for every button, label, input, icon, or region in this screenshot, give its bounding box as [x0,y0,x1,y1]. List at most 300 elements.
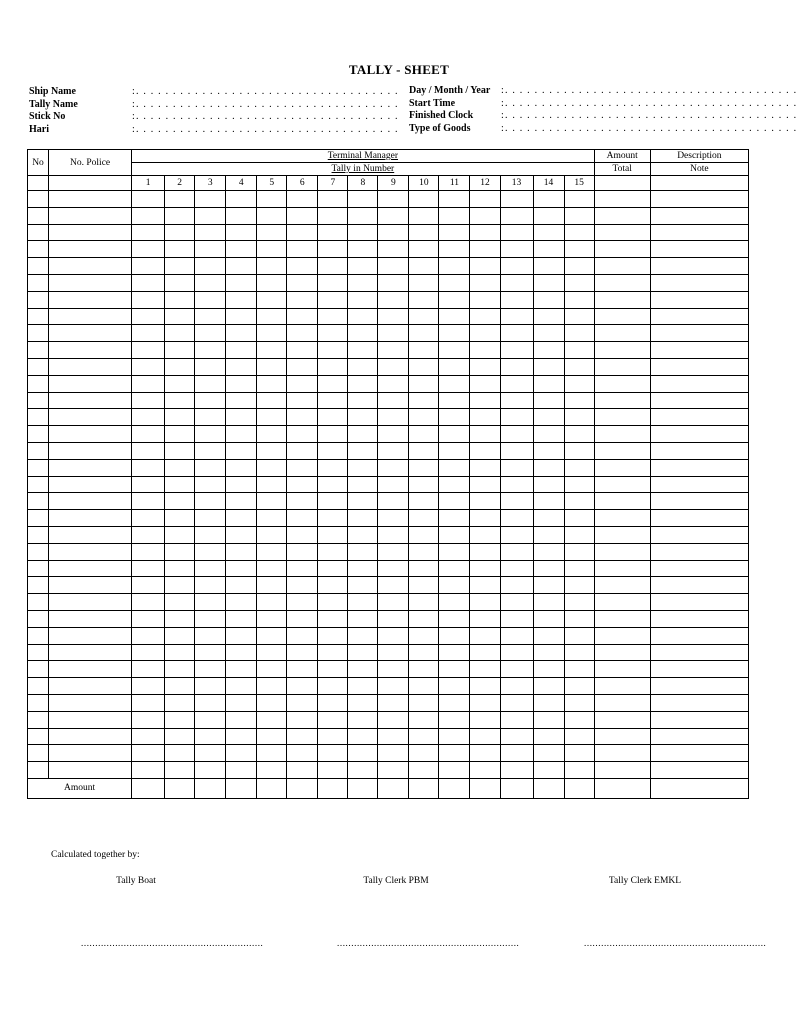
table-cell[interactable] [470,644,500,661]
table-cell[interactable] [470,426,500,443]
table-cell[interactable] [500,358,533,375]
table-cell[interactable] [257,392,287,409]
table-cell[interactable] [439,762,470,779]
table-cell[interactable] [564,694,594,711]
table-cell[interactable] [500,510,533,527]
table-cell[interactable] [533,291,564,308]
table-cell[interactable] [650,594,748,611]
table-cell[interactable] [470,560,500,577]
table-cell[interactable] [409,594,439,611]
table-cell[interactable] [318,459,348,476]
table-cell[interactable] [348,627,378,644]
table-cell[interactable] [195,241,226,258]
table-cell[interactable] [318,207,348,224]
table-cell[interactable] [409,258,439,275]
table-cell[interactable] [348,745,378,762]
table-cell[interactable] [195,342,226,359]
table-cell[interactable] [318,711,348,728]
table-cell[interactable] [287,694,318,711]
table-cell[interactable] [594,728,650,745]
table-cell[interactable] [318,426,348,443]
table-cell[interactable] [195,577,226,594]
table-cell[interactable] [500,325,533,342]
table-cell[interactable] [165,610,195,627]
table-cell[interactable] [348,644,378,661]
table-cell[interactable] [28,510,49,527]
table-cell[interactable] [470,543,500,560]
table-cell[interactable] [28,375,49,392]
amount-cell[interactable] [470,778,500,798]
table-cell[interactable] [439,358,470,375]
table-cell[interactable] [287,678,318,695]
table-cell[interactable] [28,459,49,476]
table-cell[interactable] [28,442,49,459]
table-cell[interactable] [348,358,378,375]
table-cell[interactable] [318,678,348,695]
table-cell[interactable] [257,241,287,258]
table-cell[interactable] [132,442,165,459]
table-cell[interactable] [287,274,318,291]
table-cell[interactable] [287,224,318,241]
table-cell[interactable] [287,291,318,308]
table-cell[interactable] [49,224,132,241]
table-cell[interactable] [650,241,748,258]
table-cell[interactable] [226,745,257,762]
table-cell[interactable] [226,644,257,661]
table-cell[interactable] [439,207,470,224]
table-cell[interactable] [195,224,226,241]
table-cell[interactable] [564,510,594,527]
table-cell[interactable] [470,510,500,527]
table-cell[interactable] [257,728,287,745]
table-cell[interactable] [650,459,748,476]
table-cell[interactable] [28,207,49,224]
table-cell[interactable] [409,358,439,375]
table-cell[interactable] [409,728,439,745]
table-cell[interactable] [132,678,165,695]
table-cell[interactable] [650,325,748,342]
table-cell[interactable] [132,358,165,375]
table-cell[interactable] [257,711,287,728]
table-cell[interactable] [378,745,409,762]
table-cell[interactable] [348,728,378,745]
table-cell[interactable] [287,258,318,275]
table-cell[interactable] [287,342,318,359]
table-cell[interactable] [439,610,470,627]
table-cell[interactable] [500,493,533,510]
table-cell[interactable] [226,627,257,644]
table-cell[interactable] [470,375,500,392]
table-cell[interactable] [165,543,195,560]
signature-line-tally-clerk-emkl[interactable]: ................................................................ [584,938,767,948]
table-cell[interactable] [594,274,650,291]
table-cell[interactable] [378,711,409,728]
table-cell[interactable] [257,291,287,308]
table-cell[interactable] [165,241,195,258]
table-cell[interactable] [500,241,533,258]
table-cell[interactable] [594,325,650,342]
table-cell[interactable] [439,661,470,678]
table-cell[interactable] [287,627,318,644]
table-cell[interactable] [226,543,257,560]
table-cell[interactable] [132,191,165,208]
table-cell[interactable] [226,274,257,291]
table-cell[interactable] [257,191,287,208]
table-cell[interactable] [195,526,226,543]
table-cell[interactable] [409,543,439,560]
table-cell[interactable] [226,661,257,678]
table-cell[interactable] [195,745,226,762]
table-cell[interactable] [564,224,594,241]
table-cell[interactable] [470,308,500,325]
table-cell[interactable] [195,560,226,577]
table-cell[interactable] [287,594,318,611]
table-cell[interactable] [378,207,409,224]
table-cell[interactable] [650,224,748,241]
table-cell[interactable] [500,694,533,711]
table-cell[interactable] [287,560,318,577]
table-cell[interactable] [409,493,439,510]
table-cell[interactable] [378,694,409,711]
table-cell[interactable] [165,426,195,443]
table-cell[interactable] [500,308,533,325]
table-cell[interactable] [257,426,287,443]
table-cell[interactable] [318,308,348,325]
table-cell[interactable] [132,661,165,678]
amount-cell[interactable] [378,778,409,798]
table-cell[interactable] [533,678,564,695]
table-cell[interactable] [409,342,439,359]
table-cell[interactable] [533,241,564,258]
table-cell[interactable] [594,711,650,728]
table-cell[interactable] [594,224,650,241]
table-cell[interactable] [132,459,165,476]
table-cell[interactable] [132,325,165,342]
table-cell[interactable] [594,308,650,325]
table-cell[interactable] [226,258,257,275]
table-cell[interactable] [564,274,594,291]
table-cell[interactable] [378,577,409,594]
table-cell[interactable] [257,274,287,291]
table-cell[interactable] [564,745,594,762]
table-cell[interactable] [165,711,195,728]
table-cell[interactable] [195,258,226,275]
table-cell[interactable] [318,610,348,627]
table-cell[interactable] [132,526,165,543]
table-cell[interactable] [594,342,650,359]
table-cell[interactable] [594,476,650,493]
table-cell[interactable] [28,594,49,611]
table-cell[interactable] [318,577,348,594]
table-cell[interactable] [439,442,470,459]
table-cell[interactable] [28,476,49,493]
table-cell[interactable] [132,493,165,510]
table-cell[interactable] [500,476,533,493]
table-cell[interactable] [132,644,165,661]
table-cell[interactable] [564,325,594,342]
amount-cell[interactable] [409,778,439,798]
table-cell[interactable] [287,207,318,224]
table-cell[interactable] [409,745,439,762]
table-cell[interactable] [439,342,470,359]
table-cell[interactable] [439,258,470,275]
table-cell[interactable] [378,291,409,308]
table-cell[interactable] [348,661,378,678]
table-cell[interactable] [49,342,132,359]
table-cell[interactable] [195,325,226,342]
table-cell[interactable] [378,224,409,241]
table-cell[interactable] [28,762,49,779]
table-cell[interactable] [409,325,439,342]
table-cell[interactable] [195,426,226,443]
table-cell[interactable] [533,745,564,762]
table-cell[interactable] [470,661,500,678]
table-cell[interactable] [564,711,594,728]
table-cell[interactable] [348,476,378,493]
table-cell[interactable] [378,610,409,627]
table-cell[interactable] [409,678,439,695]
table-cell[interactable] [564,409,594,426]
table-cell[interactable] [226,308,257,325]
table-cell[interactable] [226,728,257,745]
table-cell[interactable] [533,493,564,510]
table-cell[interactable] [470,493,500,510]
table-cell[interactable] [165,627,195,644]
table-cell[interactable] [348,560,378,577]
table-cell[interactable] [49,627,132,644]
table-cell[interactable] [650,342,748,359]
amount-cell[interactable] [132,778,165,798]
table-cell[interactable] [564,241,594,258]
table-cell[interactable] [195,644,226,661]
table-cell[interactable] [49,644,132,661]
table-cell[interactable] [533,510,564,527]
table-cell[interactable] [439,543,470,560]
table-cell[interactable] [594,442,650,459]
table-cell[interactable] [500,728,533,745]
table-cell[interactable] [165,678,195,695]
table-cell[interactable] [533,694,564,711]
table-cell[interactable] [257,358,287,375]
table-cell[interactable] [226,426,257,443]
table-cell[interactable] [132,224,165,241]
table-cell[interactable] [500,258,533,275]
table-cell[interactable] [132,510,165,527]
table-cell[interactable] [500,274,533,291]
table-cell[interactable] [226,207,257,224]
table-cell[interactable] [318,745,348,762]
table-cell[interactable] [287,745,318,762]
table-cell[interactable] [287,543,318,560]
table-cell[interactable] [28,493,49,510]
table-cell[interactable] [439,476,470,493]
start-time-field[interactable]: :. . . . . . . . . . . . . . . . . . . . . . . . . . . . . . . . . . . . . . . . [501,97,798,109]
table-cell[interactable] [28,224,49,241]
table-cell[interactable] [49,594,132,611]
table-cell[interactable] [409,308,439,325]
table-cell[interactable] [318,342,348,359]
table-cell[interactable] [257,627,287,644]
table-cell[interactable] [439,711,470,728]
table-cell[interactable] [348,224,378,241]
table-cell[interactable] [318,661,348,678]
table-cell[interactable] [594,577,650,594]
table-cell[interactable] [470,442,500,459]
table-cell[interactable] [49,694,132,711]
table-cell[interactable] [318,291,348,308]
table-cell[interactable] [195,375,226,392]
finished-clock-field[interactable]: :. . . . . . . . . . . . . . . . . . . . . . . . . . . . . . . . . . . . . . . . [501,110,798,121]
table-cell[interactable] [195,409,226,426]
table-cell[interactable] [439,493,470,510]
table-cell[interactable] [348,594,378,611]
table-cell[interactable] [49,543,132,560]
table-cell[interactable] [650,661,748,678]
table-cell[interactable] [533,375,564,392]
table-cell[interactable] [287,526,318,543]
table-cell[interactable] [318,409,348,426]
table-cell[interactable] [132,241,165,258]
table-cell[interactable] [287,510,318,527]
table-cell[interactable] [500,661,533,678]
table-cell[interactable] [28,191,49,208]
table-cell[interactable] [533,762,564,779]
table-cell[interactable] [650,358,748,375]
table-cell[interactable] [49,375,132,392]
table-cell[interactable] [348,325,378,342]
table-cell[interactable] [195,594,226,611]
table-cell[interactable] [257,610,287,627]
table-cell[interactable] [28,392,49,409]
table-cell[interactable] [594,409,650,426]
table-cell[interactable] [378,728,409,745]
table-cell[interactable] [165,308,195,325]
table-cell[interactable] [409,526,439,543]
table-cell[interactable] [650,627,748,644]
table-cell[interactable] [378,392,409,409]
table-cell[interactable] [650,375,748,392]
table-cell[interactable] [257,543,287,560]
table-cell[interactable] [439,627,470,644]
table-cell[interactable] [165,392,195,409]
table-cell[interactable] [226,577,257,594]
table-cell[interactable] [594,426,650,443]
table-cell[interactable] [409,442,439,459]
table-cell[interactable] [165,493,195,510]
table-cell[interactable] [533,728,564,745]
table-cell[interactable] [439,594,470,611]
table-cell[interactable] [257,510,287,527]
table-cell[interactable] [226,325,257,342]
table-cell[interactable] [533,661,564,678]
table-cell[interactable] [439,375,470,392]
table-cell[interactable] [594,762,650,779]
table-cell[interactable] [470,610,500,627]
table-cell[interactable] [533,476,564,493]
table-cell[interactable] [165,526,195,543]
table-cell[interactable] [318,442,348,459]
table-cell[interactable] [226,442,257,459]
table-cell[interactable] [287,409,318,426]
table-cell[interactable] [132,543,165,560]
table-cell[interactable] [439,745,470,762]
table-cell[interactable] [378,409,409,426]
amount-cell[interactable] [257,778,287,798]
table-cell[interactable] [287,711,318,728]
table-cell[interactable] [49,560,132,577]
table-cell[interactable] [49,207,132,224]
table-cell[interactable] [533,426,564,443]
table-cell[interactable] [165,745,195,762]
table-cell[interactable] [132,762,165,779]
table-cell[interactable] [378,476,409,493]
table-cell[interactable] [49,610,132,627]
signature-line-tally-boat[interactable]: ................................................................ [81,938,264,948]
table-cell[interactable] [287,459,318,476]
table-cell[interactable] [409,241,439,258]
table-cell[interactable] [257,678,287,695]
table-cell[interactable] [650,493,748,510]
table-cell[interactable] [594,392,650,409]
table-cell[interactable] [594,526,650,543]
table-cell[interactable] [49,325,132,342]
table-cell[interactable] [226,610,257,627]
table-cell[interactable] [226,224,257,241]
table-cell[interactable] [650,274,748,291]
table-cell[interactable] [348,207,378,224]
table-cell[interactable] [318,762,348,779]
table-cell[interactable] [500,745,533,762]
table-cell[interactable] [195,442,226,459]
table-cell[interactable] [257,409,287,426]
table-cell[interactable] [132,711,165,728]
table-cell[interactable] [28,694,49,711]
table-cell[interactable] [378,325,409,342]
table-cell[interactable] [470,241,500,258]
table-cell[interactable] [49,442,132,459]
table-cell[interactable] [257,459,287,476]
table-cell[interactable] [195,207,226,224]
table-cell[interactable] [195,678,226,695]
table-cell[interactable] [500,224,533,241]
table-cell[interactable] [28,610,49,627]
table-cell[interactable] [439,644,470,661]
table-cell[interactable] [195,610,226,627]
table-cell[interactable] [195,627,226,644]
amount-cell[interactable] [318,778,348,798]
table-cell[interactable] [439,308,470,325]
table-cell[interactable] [132,694,165,711]
table-cell[interactable] [49,493,132,510]
table-cell[interactable] [257,694,287,711]
table-cell[interactable] [287,476,318,493]
table-cell[interactable] [28,274,49,291]
amount-cell[interactable] [348,778,378,798]
table-cell[interactable] [650,694,748,711]
table-cell[interactable] [348,459,378,476]
table-cell[interactable] [132,577,165,594]
table-cell[interactable] [226,493,257,510]
table-cell[interactable] [318,358,348,375]
table-cell[interactable] [348,543,378,560]
table-cell[interactable] [226,560,257,577]
table-cell[interactable] [594,191,650,208]
table-cell[interactable] [650,678,748,695]
table-cell[interactable] [594,543,650,560]
table-cell[interactable] [500,442,533,459]
stick-no-field[interactable]: :. . . . . . . . . . . . . . . . . . . . . . . . . . . . . . . . . . . . [132,111,399,122]
table-cell[interactable] [650,560,748,577]
